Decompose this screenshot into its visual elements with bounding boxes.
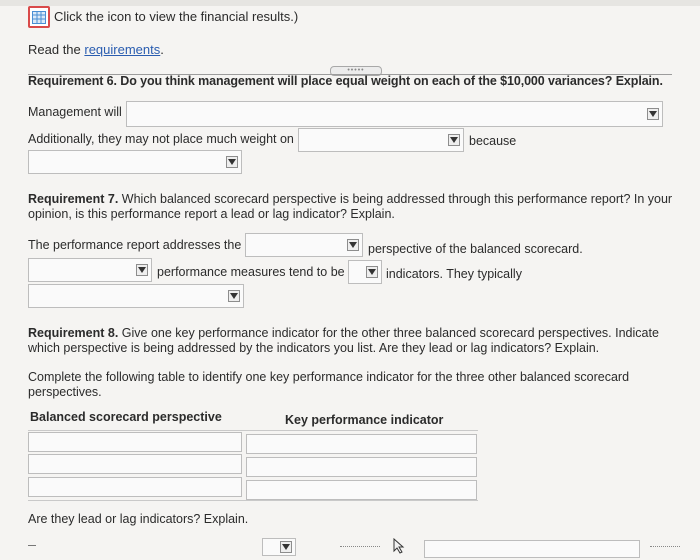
bottom-dash <box>28 545 36 546</box>
chevron-down-icon <box>280 541 292 553</box>
read-prefix: Read the <box>28 42 85 57</box>
requirement-7-text: Which balanced scorecard perspective is being addressed through this performance report? In your opinion, is this performance report a lead or lag indicator? Explain. <box>28 192 673 221</box>
requirement-8-title: Requirement 8. <box>28 326 119 340</box>
mouse-pointer-icon <box>392 538 406 554</box>
table-bottom-rule <box>28 500 478 501</box>
icon-instruction-text: Click the icon to view the financial results.) <box>54 9 299 24</box>
bottom-partial-dropdown[interactable] <box>262 538 296 556</box>
chevron-down-icon <box>366 266 378 278</box>
requirement-8-text: Give one key performance indicator for the other three balanced scorecard perspectives. Indicate which perspective is being addressed by the indicators you list. Are they lead or lag indicators? Explain. <box>28 326 659 355</box>
read-requirements-line <box>28 42 164 57</box>
table-header-rule <box>28 430 478 431</box>
chevron-down-icon <box>647 108 659 120</box>
expand-collapse-handle[interactable]: ••••• <box>330 66 382 76</box>
table-instruction: Complete the following table to identify one key performance indicator for the three other balanced scorecard perspectives. <box>28 370 630 399</box>
financial-results-icon-button[interactable] <box>28 6 50 28</box>
performance-report-addresses-label: The performance report addresses the <box>28 238 242 252</box>
spreadsheet-grid-icon <box>32 11 46 24</box>
bottom-partial-input[interactable] <box>424 540 640 558</box>
scorecard-perspective-dropdown[interactable] <box>245 233 363 257</box>
chevron-down-icon <box>136 264 148 276</box>
because-reason-dropdown[interactable] <box>28 150 242 174</box>
chevron-down-icon <box>226 156 238 168</box>
chevron-down-icon <box>448 134 460 146</box>
typically-explanation-dropdown[interactable] <box>28 284 244 308</box>
lead-lag-question: Are they lead or lag indicators? Explain. <box>28 512 249 526</box>
lead-lag-dropdown[interactable] <box>348 260 382 284</box>
table-row-1-perspective-input[interactable] <box>28 432 242 452</box>
not-much-weight-dropdown[interactable] <box>298 128 464 152</box>
chevron-down-icon <box>228 290 240 302</box>
table-row-1-kpi-input[interactable] <box>246 434 477 454</box>
table-row-3-kpi-input[interactable] <box>246 480 477 500</box>
measure-type-dropdown[interactable] <box>28 258 152 282</box>
perspective-suffix-label: perspective of the balanced scorecard. <box>368 242 583 256</box>
table-row-2-kpi-input[interactable] <box>246 457 477 477</box>
table-row-3-perspective-input[interactable] <box>28 477 242 497</box>
column-header-perspective: Balanced scorecard perspective <box>30 410 222 424</box>
requirement-7-title: Requirement 7. <box>28 192 119 206</box>
management-will-label: Management will <box>28 105 122 119</box>
because-label: because <box>469 134 517 148</box>
bottom-right-rule <box>650 546 680 548</box>
table-row-2-perspective-input[interactable] <box>28 454 242 474</box>
requirement-8-paragraph <box>28 326 668 356</box>
bottom-dotted-rule <box>340 546 380 548</box>
additionally-label: Additionally, they may not place much weight on <box>28 132 294 146</box>
requirement-6-text: Requirement 6. Do you think management will place equal weight on each of the $10,000 variances? Explain. <box>28 74 663 88</box>
read-suffix: . <box>160 42 164 57</box>
chevron-down-icon <box>347 239 359 251</box>
requirement-7-paragraph <box>28 192 678 222</box>
column-header-kpi: Key performance indicator <box>285 413 444 427</box>
requirements-link[interactable]: requirements <box>84 42 161 57</box>
measures-tend-label: performance measures tend to be <box>157 265 345 279</box>
management-will-dropdown[interactable] <box>126 101 663 127</box>
indicators-they-typically-label: indicators. They typically <box>386 267 522 281</box>
top-strip <box>0 0 700 6</box>
